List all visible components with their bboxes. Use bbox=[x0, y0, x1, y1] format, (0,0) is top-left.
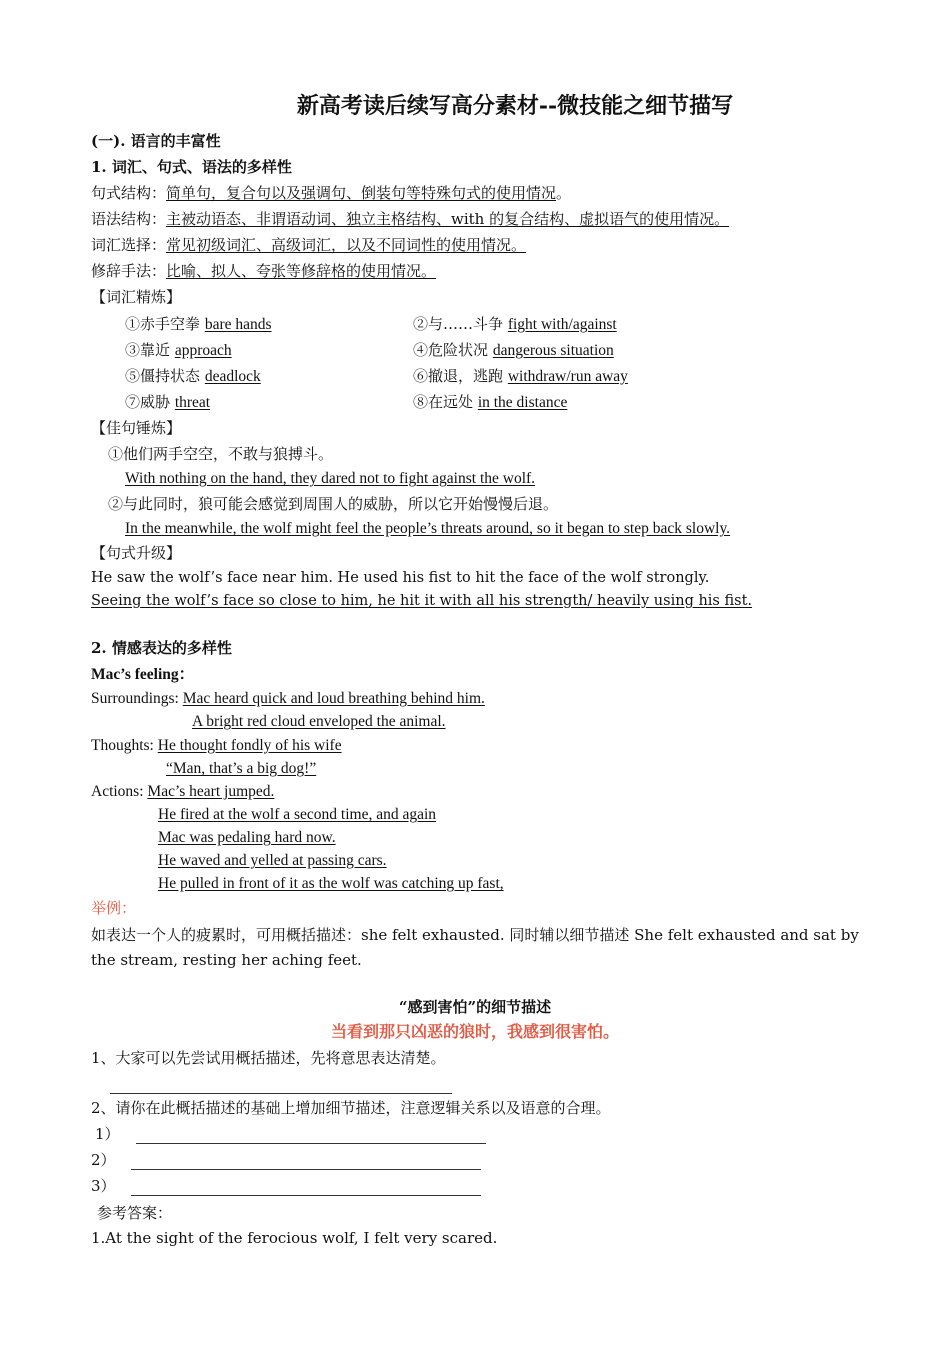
row-rhetoric bbox=[91, 261, 436, 281]
surroundings-label: Surroundings: bbox=[91, 690, 179, 707]
blank-row bbox=[91, 1176, 481, 1196]
fear-heading: “感到害怕”的细节描述 bbox=[398, 998, 552, 1016]
surroundings-row bbox=[91, 689, 485, 709]
red-sentence: 当看到那只凶恶的狼时，我感到很害怕。 bbox=[330, 1022, 619, 1041]
answer-blank[interactable] bbox=[110, 1074, 452, 1094]
blank-row bbox=[95, 1124, 486, 1144]
sentence-en: With nothing on the hand, they dared not to fight against the wolf. bbox=[125, 470, 536, 487]
vocab-item: ⑤僵持状态 deadlock bbox=[125, 367, 261, 385]
row-end: 。 bbox=[556, 184, 572, 202]
sentence-cn: ②与此同时，狼可能会感觉到周围人的威胁，所以它开始慢慢后退。 bbox=[108, 495, 559, 513]
vocab-item: ①赤手空拳 bare hands bbox=[125, 315, 272, 333]
actions-item: Mac was pedaling hard now. bbox=[158, 829, 336, 846]
answer-blank[interactable] bbox=[136, 1129, 486, 1144]
blank-label: 1） bbox=[95, 1125, 120, 1143]
task-2: 2、请你在此概括描述的基础上增加细节描述，注意逻辑关系以及语意的合理。 bbox=[91, 1099, 611, 1117]
actions-item: Mac’s heart jumped. bbox=[147, 783, 275, 800]
row-grammar-structure bbox=[91, 209, 729, 229]
vocab-item: ⑧在远处 in the distance bbox=[413, 393, 568, 411]
vocab-item: ②与……斗争 fight with/against bbox=[413, 315, 617, 333]
blank-label: 3） bbox=[91, 1177, 116, 1195]
upgrade-improved: Seeing the wolf’s face so close to him, he hit it with all his strength/ heavily using his fist. bbox=[91, 593, 753, 609]
answer-blank[interactable] bbox=[131, 1181, 481, 1196]
row-text: 主被动语态、非谓语动词、独立主格结构、with 的复合结构、虚拟语气的使用情况。 bbox=[166, 210, 730, 228]
row-text: 常见初级词汇、高级词汇，以及不同词性的使用情况。 bbox=[166, 236, 527, 254]
row-label: 修辞手法： bbox=[91, 262, 167, 280]
thoughts-row bbox=[91, 736, 342, 756]
upgrade-plain: He saw the wolf’s face near him. He used his fist to hit the face of the wolf strongly. bbox=[91, 570, 710, 586]
answer-blank[interactable] bbox=[131, 1155, 481, 1170]
surroundings-item: A bright red cloud enveloped the animal. bbox=[192, 713, 446, 730]
upgrade-header: 【句式升级】 bbox=[91, 544, 182, 562]
row-label: 句式结构： bbox=[91, 184, 167, 202]
example-line: the stream, resting her aching feet. bbox=[91, 951, 362, 969]
blank-label: 2） bbox=[91, 1151, 116, 1169]
answer-label: 参考答案： bbox=[97, 1204, 173, 1222]
mac-feeling-label: Mac’s feeling： bbox=[91, 666, 195, 683]
sentence-en: In the meanwhile, the wolf might feel the people’s threats around, so it began to step back slowly. bbox=[125, 520, 731, 537]
thoughts-label: Thoughts: bbox=[91, 737, 154, 754]
row-text: 简单句，复合句以及强调句、倒装句等特殊句式的使用情况 bbox=[166, 184, 557, 202]
vocab-item: ④危险状况 dangerous situation bbox=[413, 341, 614, 359]
example-label: 举例： bbox=[91, 899, 137, 917]
thoughts-item: “Man, that’s a big dog!” bbox=[166, 760, 317, 777]
page-title: 新高考读后续写高分素材--微技能之细节描写 bbox=[296, 93, 734, 119]
section-heading-richness: (一). 语言的丰富性 bbox=[91, 132, 221, 150]
vocab-header: 【词汇精炼】 bbox=[91, 288, 182, 306]
actions-item: He pulled in front of it as the wolf was catching up fast, bbox=[158, 875, 504, 892]
task-1: 1、大家可以先尝试用概括描述，先将意思表达清楚。 bbox=[91, 1049, 446, 1067]
thoughts-item: He thought fondly of his wife bbox=[157, 737, 342, 754]
row-sentence-structure bbox=[91, 183, 571, 203]
vocab-item: ⑥撤退，逃跑 withdraw/run away bbox=[413, 367, 628, 385]
sentence-header: 【佳句锤炼】 bbox=[91, 419, 182, 437]
subheading-emotion: 2. 情感表达的多样性 bbox=[91, 639, 232, 657]
row-text: 比喻、拟人、夸张等修辞格的使用情况。 bbox=[166, 262, 437, 280]
actions-label: Actions: bbox=[91, 783, 144, 800]
row-label: 词汇选择： bbox=[91, 236, 167, 254]
blank-row bbox=[91, 1150, 481, 1170]
example-line: 如表达一个人的疲累时，可用概括描述：she felt exhausted. 同时辅以细节描述 She felt exhausted and sat by bbox=[91, 926, 859, 944]
row-vocab-choice bbox=[91, 235, 526, 255]
sentence-cn: ①他们两手空空，不敢与狼搏斗。 bbox=[108, 445, 334, 463]
subheading-diversity: 1. 词汇、句式、语法的多样性 bbox=[91, 158, 292, 176]
surroundings-item: Mac heard quick and loud breathing behind him. bbox=[182, 690, 485, 707]
actions-row bbox=[91, 782, 274, 802]
actions-item: He waved and yelled at passing cars. bbox=[158, 852, 387, 869]
vocab-item: ⑦威胁 threat bbox=[125, 393, 211, 411]
actions-item: He fired at the wolf a second time, and again bbox=[158, 806, 437, 823]
vocab-item: ③靠近 approach bbox=[125, 341, 232, 359]
row-label: 语法结构： bbox=[91, 210, 167, 228]
answer-1: 1.At the sight of the ferocious wolf, I felt very scared. bbox=[91, 1229, 498, 1247]
